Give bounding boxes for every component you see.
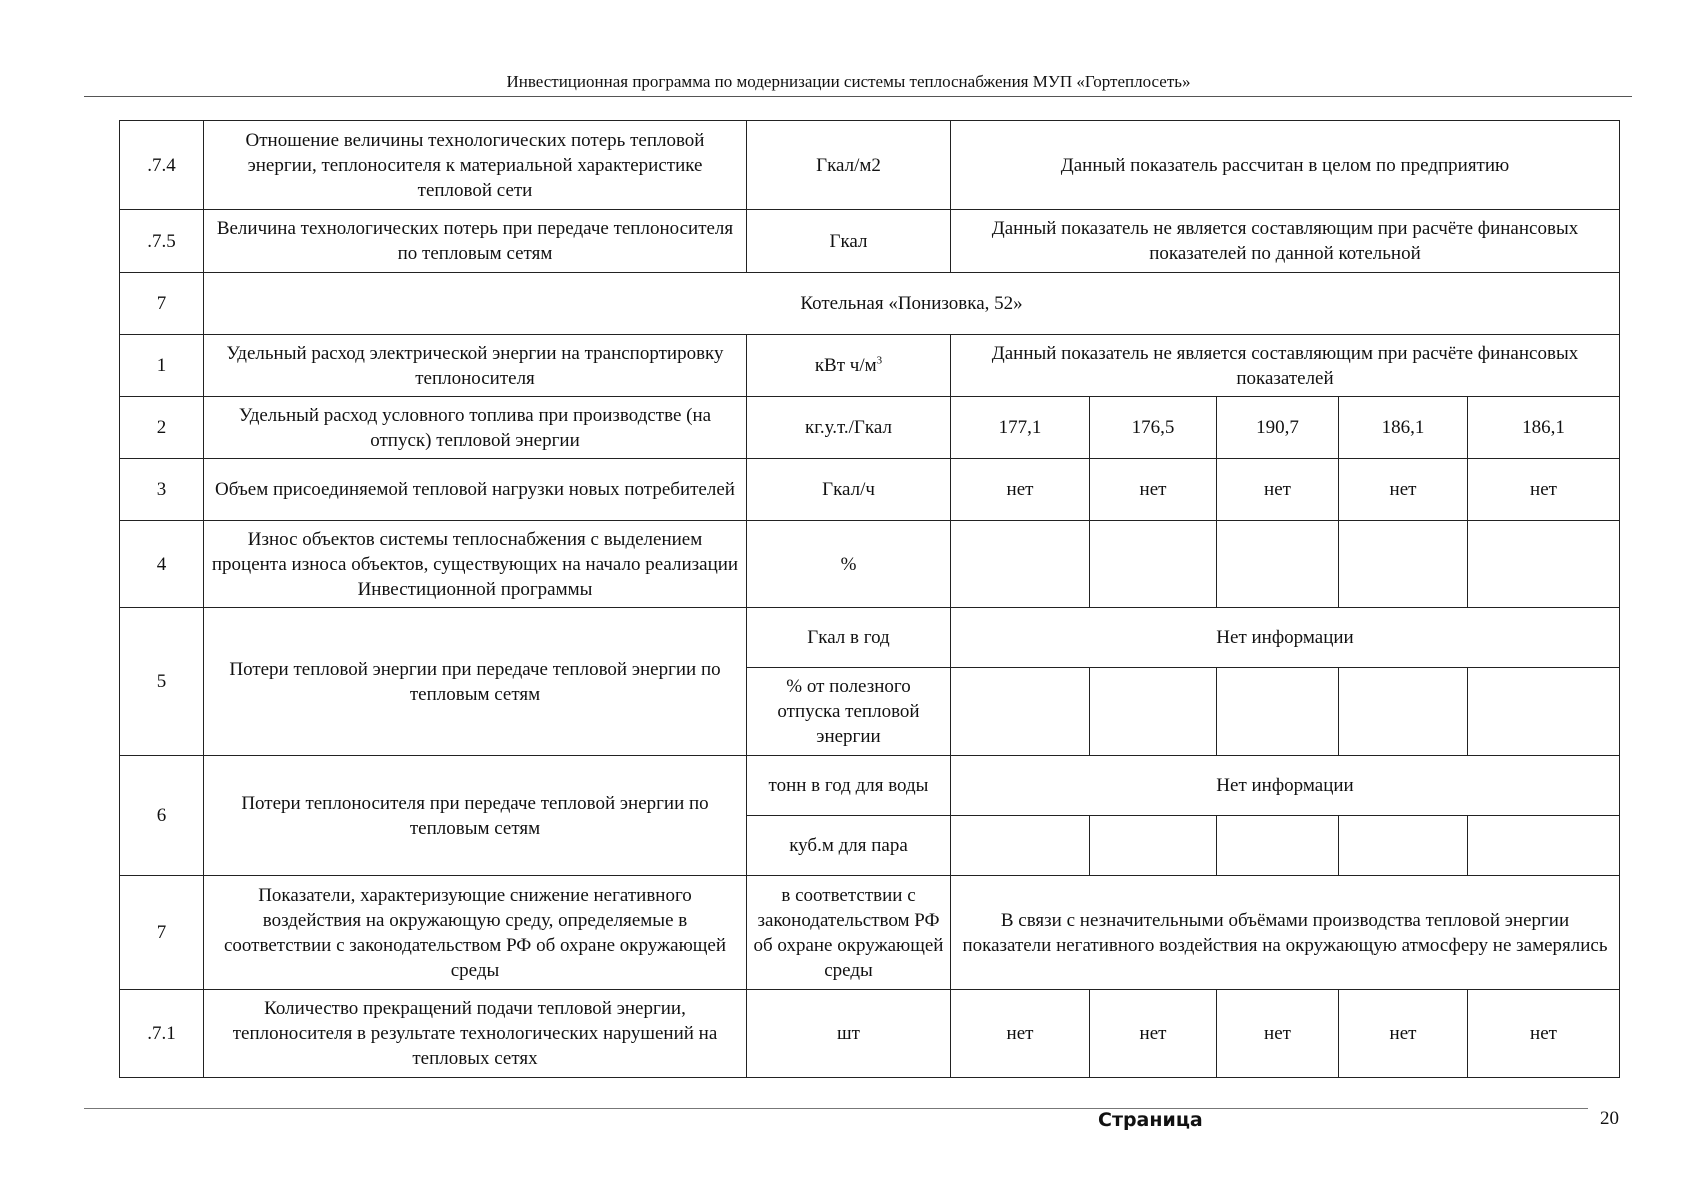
unit-superscript: 3 [876,354,883,367]
row-number: 4 [120,521,204,608]
value-cell [1217,521,1339,608]
value-cell: 186,1 [1339,397,1468,459]
page-header-title: Инвестиционная программа по модернизации системы теплоснабжения МУП «Гортеплосеть» [506,72,1191,91]
table-row [120,521,1620,608]
table-row [120,210,1620,273]
unit-cell: тонн в год для воды [747,756,951,816]
value-cell [1468,521,1620,608]
indicator-name: Величина технологических потерь при передаче теплоносителя по тепловым сетям [204,210,747,273]
value-cell: нет [1217,990,1339,1078]
value-cell: 186,1 [1468,397,1620,459]
note-cell: Нет информации [951,608,1620,668]
value-cell: 177,1 [951,397,1090,459]
table-row [120,397,1620,459]
value-cell [1217,816,1339,876]
indicator-name: Удельный расход электрической энергии на транспортировку теплоносителя [204,335,747,397]
value-cell [1090,668,1217,756]
value-cell [1339,521,1468,608]
value-cell: нет [1217,459,1339,521]
table-row [120,608,1620,668]
value-cell [951,521,1090,608]
note-cell: Данный показатель не является составляющим при расчёте финансовых показателей по данной котельной [951,210,1620,273]
value-cell [1339,816,1468,876]
table-row [120,121,1620,210]
value-cell: нет [951,990,1090,1078]
unit-cell: шт [747,990,951,1078]
indicator-name: Потери тепловой энергии при передаче тепловой энергии по тепловым сетям [204,608,747,756]
value-cell: 176,5 [1090,397,1217,459]
row-number: 5 [120,608,204,756]
value-cell [951,816,1090,876]
header-divider [84,96,1632,97]
unit-cell: куб.м для пара [747,816,951,876]
table-row [120,335,1620,397]
unit-cell: % от полезного отпуска тепловой энергии [747,668,951,756]
unit-cell: в соответствии с законодательством РФ об охране окружающей среды [747,876,951,990]
indicator-name: Объем присоединяемой тепловой нагрузки новых потребителей [204,459,747,521]
unit-cell: % [747,521,951,608]
indicator-name: Потери теплоносителя при передаче тепловой энергии по тепловым сетям [204,756,747,876]
table-row [120,990,1620,1078]
row-number: 2 [120,397,204,459]
note-cell: Данный показатель не является составляющим при расчёте финансовых показателей [951,335,1620,397]
unit-cell [747,335,951,397]
note-cell: Данный показатель рассчитан в целом по предприятию [951,121,1620,210]
row-number: .7.1 [120,990,204,1078]
value-cell [1468,816,1620,876]
note-cell: Нет информации [951,756,1620,816]
row-number: .7.5 [120,210,204,273]
unit-base: кВт ч/м [814,355,877,376]
value-cell: нет [1090,459,1217,521]
row-number: 7 [120,876,204,990]
unit-cell: Гкал в год [747,608,951,668]
value-cell: нет [1339,990,1468,1078]
value-cell [1090,816,1217,876]
row-number: 3 [120,459,204,521]
row-number: 6 [120,756,204,876]
value-cell [951,668,1090,756]
indicator-name: Показатели, характеризующие снижение негативного воздействия на окружающую среду, определяемые в соответствии с законодательством РФ об охране окружающей среды [204,876,747,990]
note-cell: В связи с незначительными объёмами производства тепловой энергии показатели негативного воздействия на окружающую атмосферу не замерялись [951,876,1620,990]
page-label: Страница [1098,1109,1203,1131]
section-row [120,273,1620,335]
value-cell: нет [1468,990,1620,1078]
table-row [120,876,1620,990]
value-cell: нет [1339,459,1468,521]
value-cell [1339,668,1468,756]
value-cell: нет [951,459,1090,521]
value-cell [1468,668,1620,756]
value-cell: нет [1090,990,1217,1078]
indicator-name: Удельный расход условного топлива при производстве (на отпуск) тепловой энергии [204,397,747,459]
table-row [120,756,1620,816]
indicators-table [119,120,1620,1078]
row-number: .7.4 [120,121,204,210]
value-cell: нет [1468,459,1620,521]
unit-cell: Гкал [747,210,951,273]
value-cell [1090,521,1217,608]
unit-cell: Гкал/м2 [747,121,951,210]
indicator-name: Износ объектов системы теплоснабжения с выделением процента износа объектов, существующих на начало реализации Инвестиционной программы [204,521,747,608]
page-number: 20 [1600,1108,1619,1129]
section-title: Котельная «Понизовка, 52» [204,273,1620,335]
unit-cell: Гкал/ч [747,459,951,521]
row-number: 7 [120,273,204,335]
table-row [120,459,1620,521]
footer-divider [84,1108,1588,1109]
value-cell [1217,668,1339,756]
unit-cell: кг.у.т./Гкал [747,397,951,459]
row-number: 1 [120,335,204,397]
value-cell: 190,7 [1217,397,1339,459]
indicator-name: Отношение величины технологических потерь тепловой энергии, теплоносителя к материальной характеристике тепловой сети [204,121,747,210]
indicator-name: Количество прекращений подачи тепловой энергии, теплоносителя в результате технологических нарушений на тепловых сетях [204,990,747,1078]
